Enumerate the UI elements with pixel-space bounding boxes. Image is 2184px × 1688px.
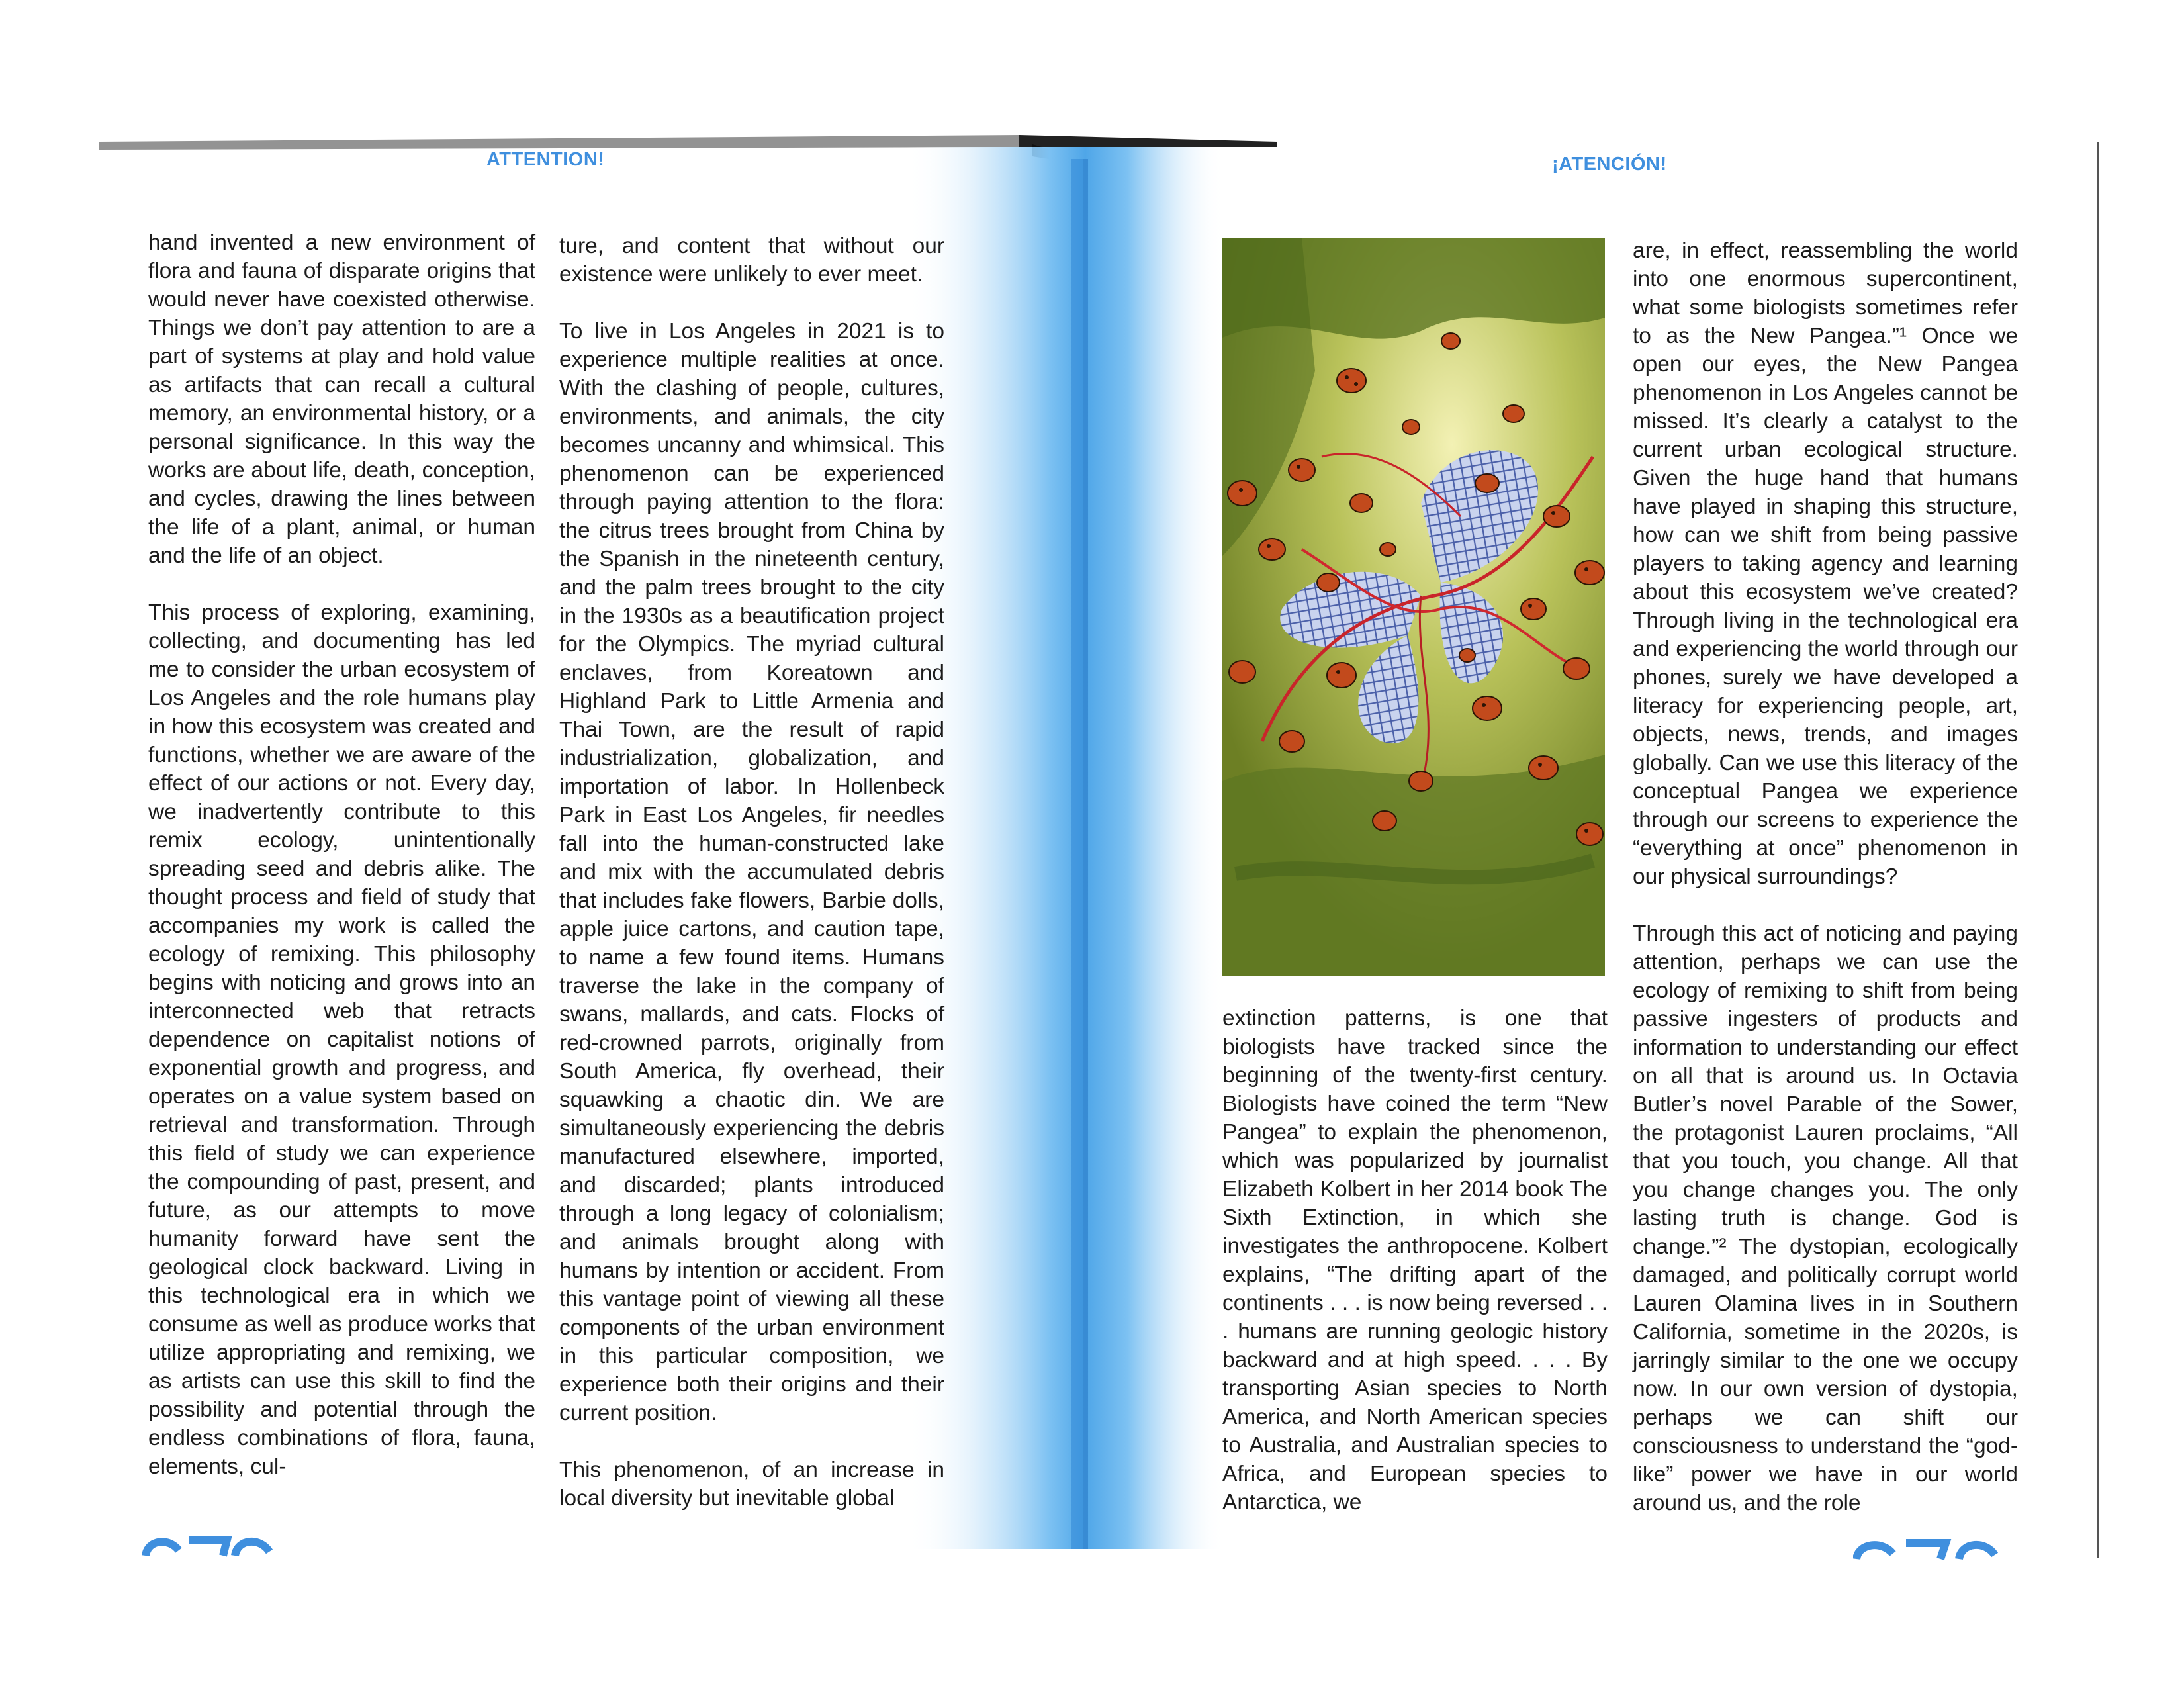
paragraph: extinction patterns, is one that biologists have tracked since the beginning of the twenty-first century. Biologists have coined the term “New Pangea” to explain the phenomenon, which was popularized by journalist Elizabeth Kolbert in her 2014 book The Sixth Extinction, in which she investigates the anthropocene. Kolbert explains, “The drifting apart of the continents . . . is now being reversed . . . humans are running geologic history backward and at high speed. . . . By transporting Asian species to North America, and North American species to Australia, and Australian species to Africa, and European species to Antarctica, we	[1222, 1006, 1608, 1515]
paragraph: This phenomenon, of an increase in local diversity but inevitable global	[559, 1458, 944, 1511]
left-page-column-2	[559, 232, 944, 1513]
left-page-column-1	[148, 228, 535, 1481]
page-number-right-cropped-icon	[1853, 1534, 2019, 1560]
paragraph: This process of exploring, examining, collecting, and documenting has led me to consider the urban ecosystem of Los Angeles and the role humans play in how this ecosystem was created and functions, whether we are aware of the effect of our actions or not. Every day, we inadvertently contribute to this remix ecology, unintentionally spreading seed and debris alike. The thought process and field of study that accompanies my work is called the ecology of remixing. This philosophy begins with noticing and grows into an interconnected web that retracts dependence on capitalist notions of exponential growth and progress, and operates on a value system based on retrieval and transformation. Through this field of study we can experience the compounding of past, present, and future, as our attempts to move humanity forward have sent the geological clock backward. Living in this technological era in which we consume as well as produce works that utilize appropriating and remixing, we as artists can use this skill to find the possibility and potential through the endless combinations of flora, fauna, elements, cul-	[148, 600, 535, 1479]
running-head-right: ¡ATENCIÓN!	[1552, 154, 1667, 175]
page-number-left-cropped-icon	[142, 1530, 275, 1557]
paragraph: Through this act of noticing and paying attention, perhaps we can use the ecology of remixing to shift from being passive ingesters of products and information to understanding our effect on all that is around us. In Octavia Butler’s novel Parable of the Sower, the protagonist Lauren proclaims, “All that you touch, you change. All that you change changes you. The only lasting truth is change. God is change.”² The dystopian, ecologically damaged, and politically corrupt world Lauren Olamina lives in in Southern California, sometime in the 2020s, is jarringly similar to the one we occupy now. In our own version of dystopia, perhaps we can shift our consciousness to understand the “god-like” power we have in our world around us, and the role	[1633, 921, 2018, 1515]
artwork-ladybug-butterfly-image	[1222, 238, 1605, 976]
paragraph: ture, and content that without our existence were unlikely to ever meet.	[559, 234, 944, 287]
running-head-left: ATTENTION!	[486, 149, 605, 170]
paragraph: hand invented a new environment of flora and fauna of disparate origins that would never have coexisted otherwise. Things we don’t pay attention to are a part of systems at play and hold value as artifacts that can recall a cultural memory, an environmental history, or a personal significance. In this way the works are about life, death, conception, and cycles, drawing the lines between the life of a plant, animal, or human and the life of an object.	[148, 230, 535, 568]
paragraph: To live in Los Angeles in 2021 is to experience multiple realities at once. With the clashing of people, cultures, environments, and animals, the city becomes uncanny and whimsical. This phenomenon can be experienced through paying attention to the flora: the citrus trees brought from China by the Spanish in the nineteenth century, and the palm trees brought to the city in the 1930s as a beautification project for the Olympics. The myriad cultural enclaves, from Koreatown and Highland Park to Little Armenia and Thai Town, are the result of rapid industrialization, globalization, and importation of labor. In Hollenbeck Park in East Los Angeles, fir needles fall into the human-constructed lake and mix with the accumulated debris that includes fake flowers, Barbie dolls, apple juice cartons, and caution tape, to name a few found items. Humans traverse the lake in the company of swans, mallards, and cats. Flocks of red-crowned parrots, originally from South America, fly overhead, their squawking a chaotic din. We are simultaneously experiencing the debris manufactured elsewhere, imported, and discarded; plants introduced through a long legacy of colonialism; and animals brought along with humans by intention or accident. From this vantage point of viewing all these components of the urban environment in this particular composition, we experience both their origins and their current position.	[559, 319, 944, 1425]
right-page-column-1	[1222, 1004, 1608, 1517]
right-page-column-2	[1633, 236, 2018, 1517]
paragraph: are, in effect, reassembling the world into one enormous supercontinent, what some biologists sometimes refer to as the New Pangea.”¹ Once we open our eyes, the New Pangea phenomenon in Los Angeles cannot be missed. It’s clearly a catalyst to the current urban ecological structure. Given the huge hand that humans have played in shaping this structure, how can we shift from being passive players to taking agency and learning about this ecosystem we’ve created? Through living in the technological era and experiencing the world through our phones, surely we have developed a literacy for experiencing people, art, objects, news, trends, and images globally. Can we use this literacy of the conceptual Pangea we experience through our screens to experience the “everything at once” phenomenon in our physical surroundings?	[1633, 238, 2018, 889]
